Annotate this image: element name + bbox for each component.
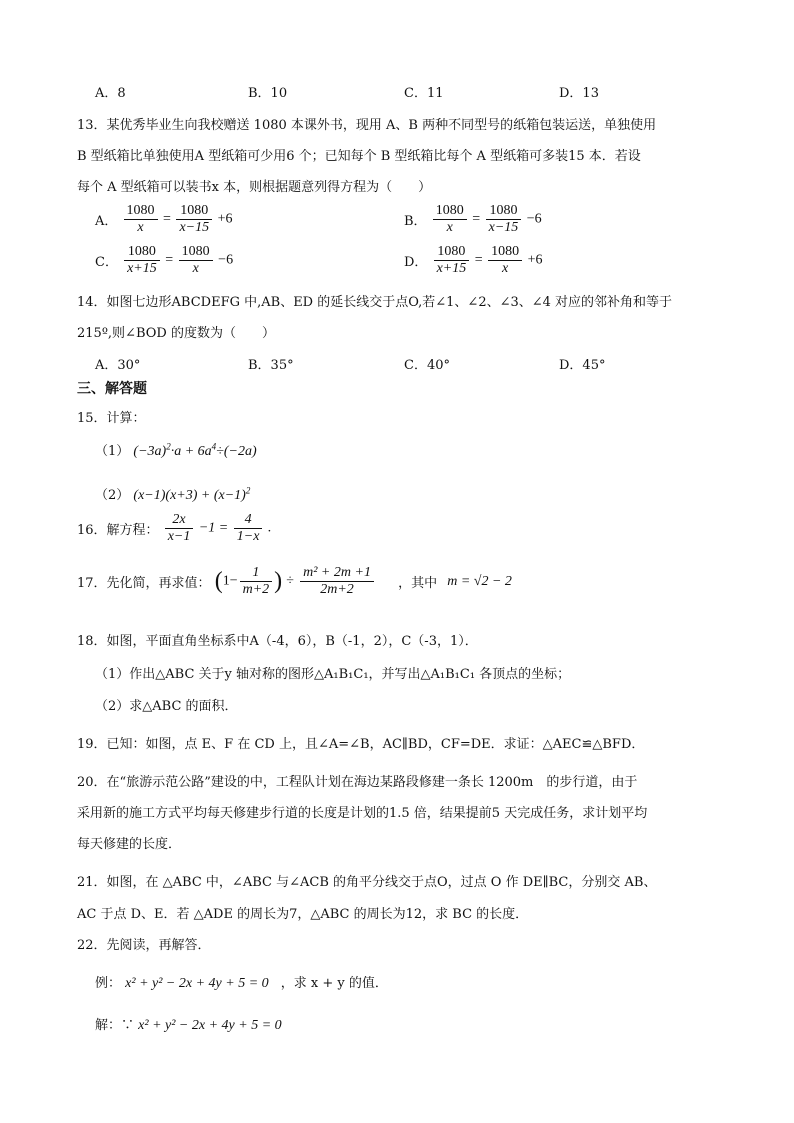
- q13-text-line1: 13．某优秀毕业生向我校赠送 1080 本课外书，现用 A、B 两种不同型号的纸箱包装运送，单独使用: [77, 118, 657, 133]
- expr-term: ÷(−2a): [216, 444, 257, 459]
- frac-num: 2x: [165, 512, 194, 529]
- equals-sign: =: [165, 252, 174, 268]
- q15-title: 15．计算：: [77, 411, 146, 426]
- frac-num: 1080: [179, 244, 213, 261]
- q13-text-line2: B 型纸箱比单独使用A 型纸箱可少用6 个；已知每个 B 型纸箱比每个 A 型纸箱可多装15 本．若设: [77, 149, 641, 164]
- constant-term: +6: [527, 252, 543, 268]
- q12-option-c[interactable]: C．11: [404, 86, 444, 101]
- q15-part1: [95, 440, 257, 460]
- example-expr: x² + y² − 2x + 4y + 5 = 0: [125, 976, 269, 991]
- divide-sign: ÷: [286, 573, 294, 589]
- frac-den: 1−x: [236, 529, 260, 544]
- part-label: （2）: [95, 488, 130, 503]
- frac-den: x−15: [488, 220, 519, 235]
- part-label: （1）: [95, 444, 130, 459]
- frac-den: x: [192, 261, 199, 276]
- option-label: B．: [404, 214, 427, 229]
- q18-part2: （2）求△ABC 的面积．: [95, 699, 238, 714]
- q14-text-line2: 215º,则∠BOD 的度数为（ ）: [77, 326, 275, 341]
- option-label: C．: [95, 255, 118, 270]
- where-text: ，其中: [398, 576, 438, 591]
- equals-sign: =: [163, 211, 171, 227]
- period: .: [267, 520, 272, 536]
- q13-option-a[interactable]: [95, 203, 233, 236]
- q22-title: 22．先阅读，再解答．: [77, 938, 211, 953]
- q20-text-line3: 每天修建的长度．: [77, 837, 182, 852]
- frac-den: x: [502, 261, 509, 276]
- frac-num: 1080: [433, 203, 467, 220]
- frac-num: 1080: [488, 244, 522, 261]
- q12-option-b[interactable]: B．10: [248, 86, 288, 101]
- q13-text-line3: 每个 A 型纸箱可以装书x 本，则根据题意列得方程为（ ）: [77, 180, 432, 195]
- q22-example: [95, 972, 388, 992]
- q13-option-c[interactable]: [95, 244, 233, 277]
- q14-option-a[interactable]: A．30°: [95, 358, 141, 373]
- q14-option-c[interactable]: C．40°: [404, 358, 450, 373]
- q14-text-line1: 14．如图七边形ABCDEFG 中,AB、ED 的延长线交于点O,若∠1、∠2、∠3、∠4 对应的邻补角和等于: [77, 295, 673, 310]
- expr-term: −1 =: [198, 520, 229, 536]
- q20-text-line1: 20．在“旅游示范公路”建设的中，工程队计划在海边某路段修建一条长 1200m 的步行道，由于: [77, 775, 638, 790]
- constant-term: −6: [218, 252, 234, 268]
- q22-solution: [95, 1014, 282, 1034]
- expr-term: 1−: [222, 573, 238, 589]
- q21-text-line2: AC 于点 D、E．若 △ADE 的周长为7，△ABC 的周长为12，求 BC 的长度．: [77, 907, 529, 922]
- frac-num: 1080: [124, 203, 158, 220]
- equals-sign: =: [474, 252, 483, 268]
- frac-den: x: [446, 220, 453, 235]
- frac-num: m² + 2m +1: [300, 565, 374, 582]
- solution-label: 解：∵: [95, 1018, 135, 1033]
- left-paren: (: [214, 568, 223, 594]
- expr-term: (x−1)(x+3) + (x−1): [133, 488, 246, 503]
- frac-num: 1: [240, 565, 273, 582]
- q13-option-b[interactable]: [404, 203, 542, 236]
- frac-den: 2m+2: [320, 582, 354, 597]
- right-paren: ): [274, 568, 283, 594]
- q12-option-a[interactable]: A．8: [95, 86, 126, 101]
- option-label: D．: [404, 255, 428, 270]
- frac-den: m+2: [242, 582, 270, 597]
- exponent: 2: [166, 441, 171, 452]
- q15-part2: [95, 484, 250, 504]
- frac-num: 1080: [176, 203, 212, 220]
- constant-term: +6: [217, 211, 233, 227]
- expr-term: (−3a): [133, 444, 167, 459]
- frac-den: x+15: [127, 261, 157, 276]
- frac-num: 1080: [434, 244, 470, 261]
- constant-term: −6: [526, 211, 542, 227]
- frac-den: x−1: [167, 529, 191, 544]
- option-label: A．: [95, 214, 118, 229]
- equals-sign: =: [472, 211, 481, 227]
- q18-text-line1: 18．如图，平面直角坐标系中A（-4，6），B（-1，2），C（-3，1）．: [77, 634, 478, 649]
- solution-expr: x² + y² − 2x + 4y + 5 = 0: [138, 1018, 282, 1033]
- example-label: 例：: [95, 976, 122, 991]
- q14-option-d[interactable]: D．45°: [559, 358, 606, 373]
- exponent: 2: [245, 485, 251, 496]
- frac-num: 4: [234, 512, 263, 529]
- q18-part1: （1）作出△ABC 关于y 轴对称的图形△A₁B₁C₁，并写出△A₁B₁C₁ 各顶点的坐标；: [95, 667, 571, 682]
- example-tail: ，求 x + y 的值．: [280, 976, 388, 991]
- section-heading: 三、解答题: [77, 381, 147, 397]
- q19-text: 19．已知：如图，点 E、F 在 CD 上，且∠A=∠B，AC∥BD，CF=DE．求证：△AEC≌△BFD．: [77, 737, 645, 752]
- frac-num: 1080: [124, 244, 160, 261]
- q17-title: 17．先化简，再求值：: [77, 576, 211, 591]
- frac-den: x−15: [179, 220, 210, 235]
- q13-option-d[interactable]: [404, 244, 543, 277]
- m-value: m = √2 − 2: [447, 573, 512, 589]
- frac-den: x+15: [436, 261, 467, 276]
- expr-term: ·a + 6a: [170, 444, 212, 459]
- exponent: 4: [211, 441, 217, 452]
- frac-den: x: [137, 220, 144, 235]
- q16-title: 16．解方程：: [77, 523, 159, 538]
- q17-expression: [77, 565, 512, 598]
- q14-option-b[interactable]: B．35°: [248, 358, 294, 373]
- q12-option-d[interactable]: D．13: [559, 86, 599, 101]
- q20-text-line2: 采用新的施工方式平均每天修建步行道的长度是计划的1.5 倍，结果提前5 天完成任务，求计划平均: [77, 806, 648, 821]
- q16-equation: [77, 512, 271, 545]
- frac-num: 1080: [486, 203, 522, 220]
- q21-text-line1: 21．如图，在 △ABC 中，∠ABC 与∠ACB 的角平分线交于点O，过点 O 作 DE∥BC，分别交 AB、: [77, 875, 657, 890]
